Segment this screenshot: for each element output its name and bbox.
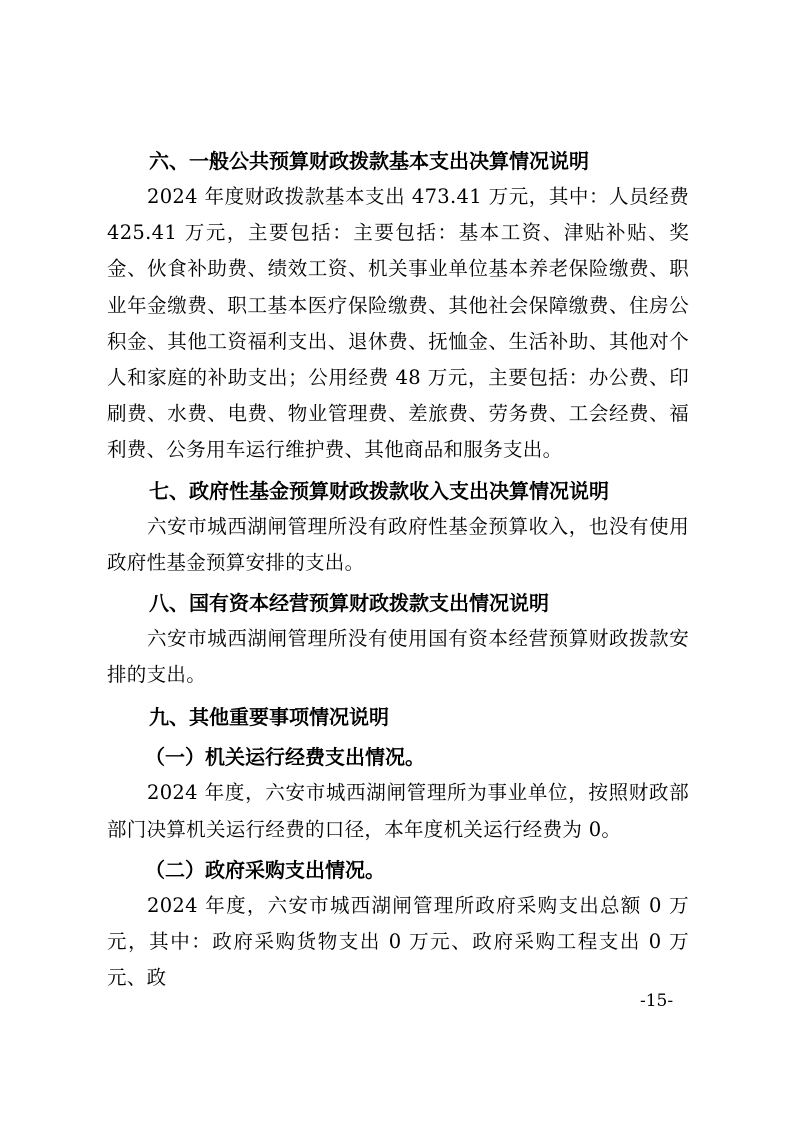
section-7-heading: 七、政府性基金预算财政拨款收入支出决算情况说明 (149, 478, 609, 503)
page-number: -15- (640, 991, 674, 1011)
section-6-heading: 六、一般公共预算财政拨款基本支出决算情况说明 (149, 149, 589, 173)
subsection-1-heading: （一）机关运行经费支出情况。 (145, 745, 425, 770)
subsection-2-paragraph: 2024 年度，六安市城西湖闸管理所政府采购支出总额 0 万元，其中：政府采购货物支出 0 万元、政府采购工程支出 0 万元、政 (107, 893, 689, 990)
section-6-paragraph: 2024 年度财政拨款基本支出 473.41 万元，其中：人员经费 425.41 万元，主要包括：主要包括：基本工资、津贴补贴、奖金、伙食补助费、绩效工资、机关事业单位基本养老保险缴费、职业年金缴费、职工基本医疗保险缴费、其他社会保障缴费、住房公积金、其他工资福利支出、退休费、抚恤金、生活补助、其他对个人和家庭的补助支出；公用经费 48 万元，主要包括：办公费、印刷费、水费、电费、物业管理费、差旅费、劳务费、工会经费、福利费、公务用车运行维护费、其他商品和服务支出。 (107, 185, 689, 462)
subsection-1-paragraph: 2024 年度，六安市城西湖闸管理所为事业单位，按照财政部部门决算机关运行经费的口径，本年度机关运行经费为 0。 (107, 781, 689, 841)
section-9-heading: 九、其他重要事项情况说明 (149, 705, 389, 730)
section-8-heading: 八、国有资本经营预算财政拨款支出情况说明 (149, 591, 549, 616)
subsection-2-heading: （二）政府采购支出情况。 (145, 857, 385, 882)
section-7-paragraph: 六安市城西湖闸管理所没有政府性基金预算收入，也没有使用政府性基金预算安排的支出。 (107, 514, 689, 574)
section-8-paragraph: 六安市城西湖闸管理所没有使用国有资本经营预算财政拨款安排的支出。 (107, 627, 689, 687)
page-content (107, 143, 689, 996)
